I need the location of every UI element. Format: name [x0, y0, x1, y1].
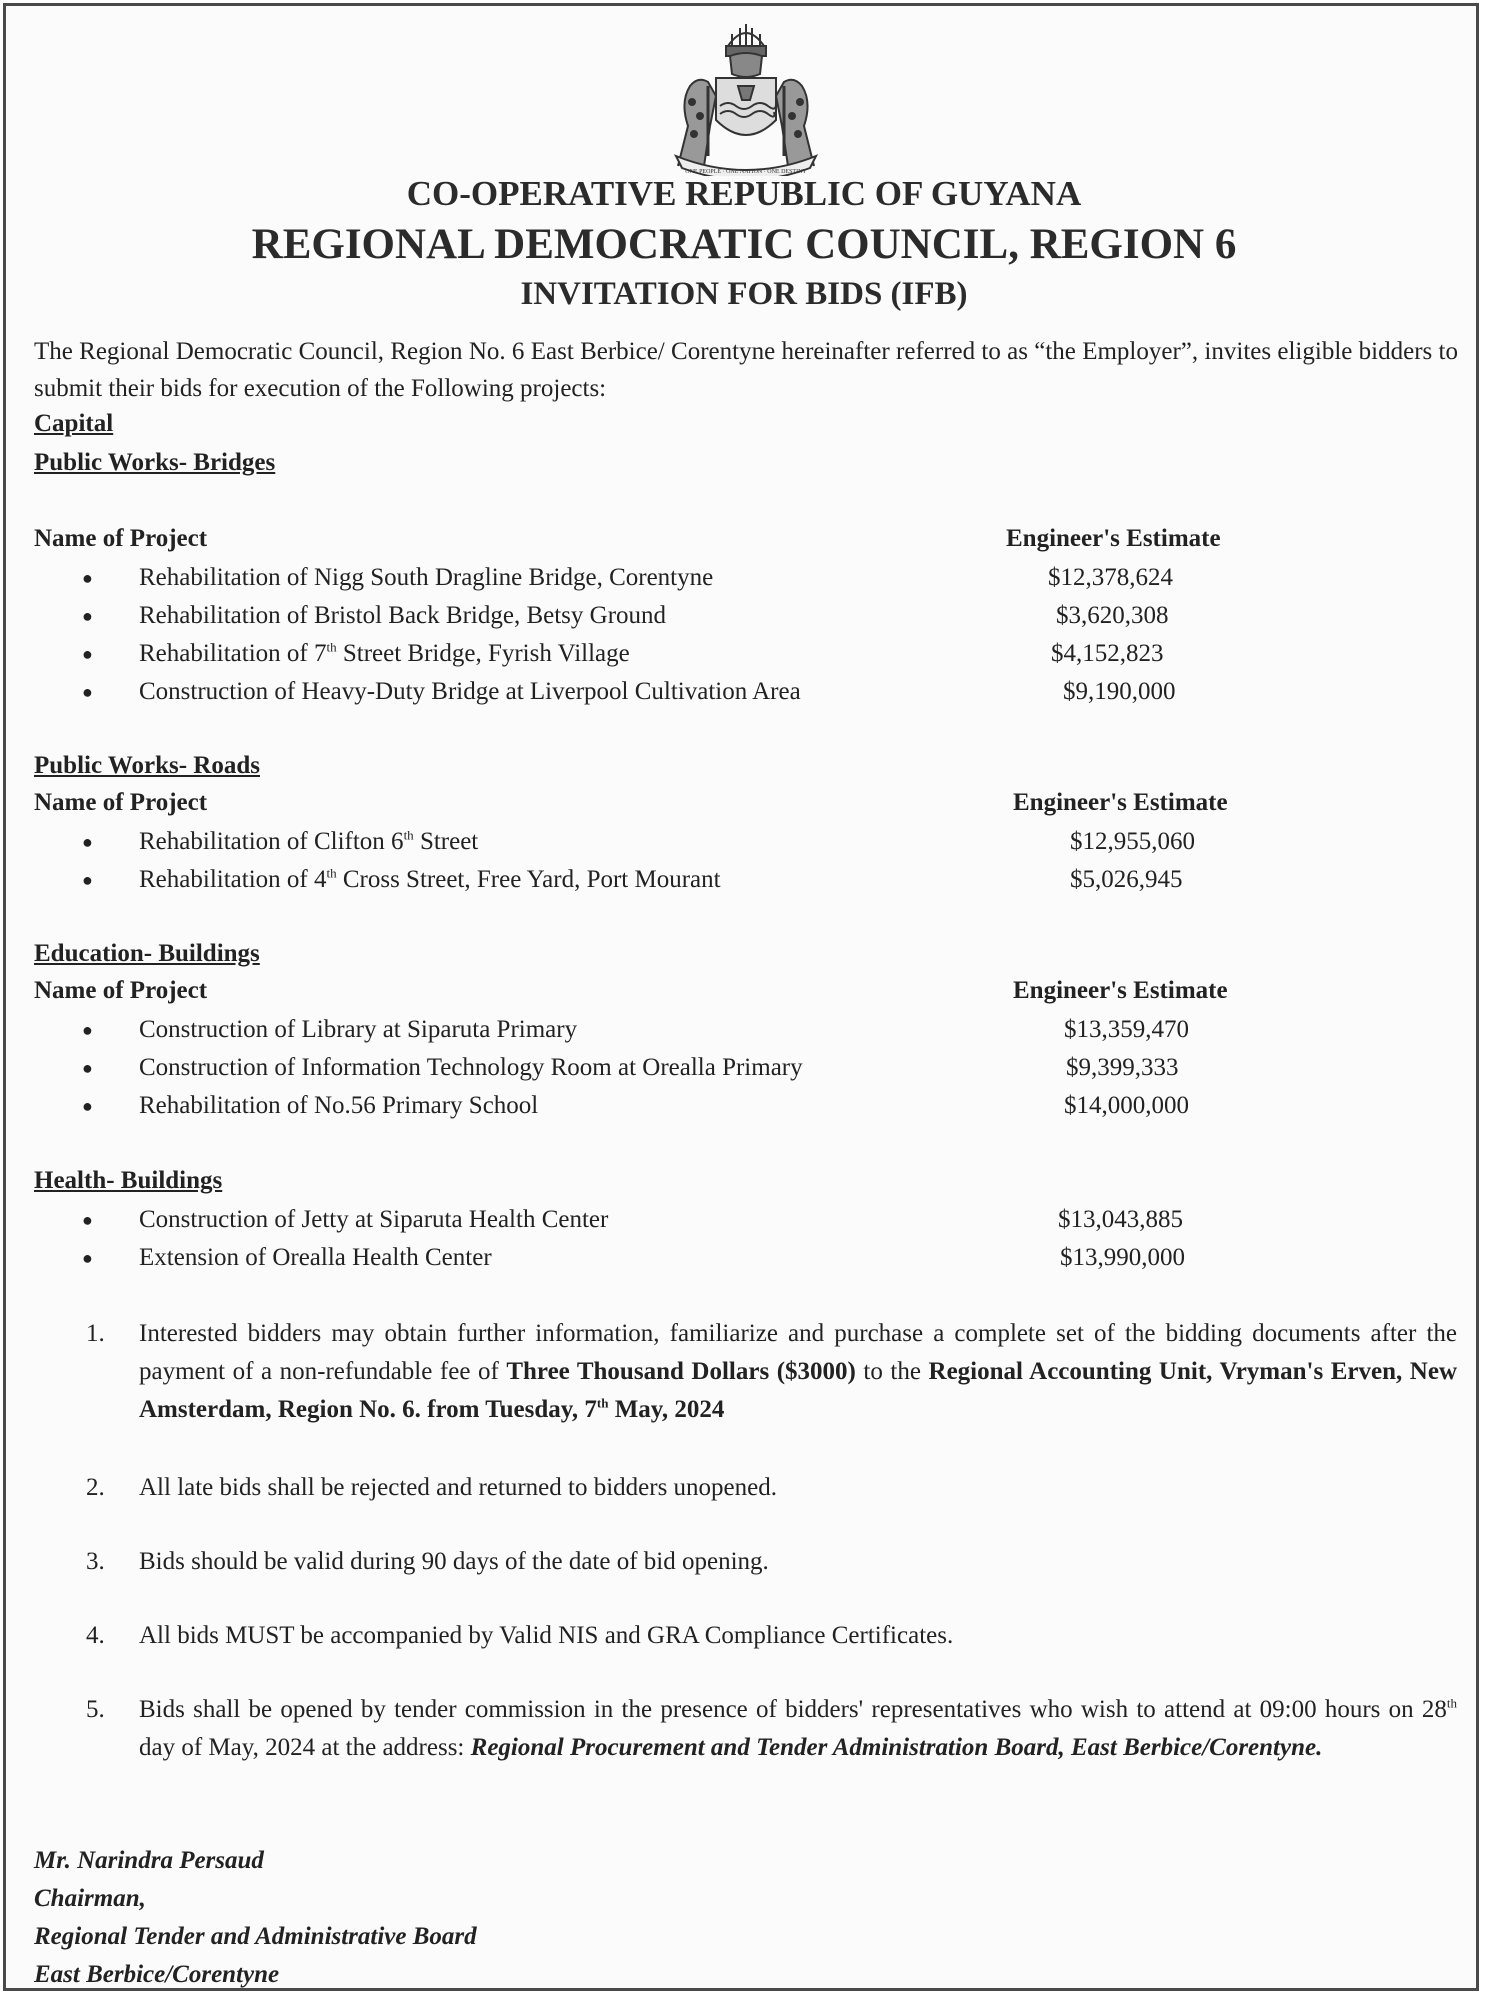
- project-name: Rehabilitation of Nigg South Dragline Bridge, Corentyne: [139, 564, 714, 591]
- project-estimate: $14,000,000: [1064, 1092, 1189, 1119]
- bullet-icon: ●: [82, 644, 93, 664]
- project-name: Construction of Library at Siparuta Primary: [139, 1016, 578, 1043]
- project-estimate: $12,955,060: [1070, 828, 1195, 855]
- project-name: Rehabilitation of Clifton 6th Street: [139, 827, 479, 855]
- bullet-icon: ●: [82, 1248, 93, 1268]
- list-item: [6, 1011, 1482, 1049]
- notice-title: INVITATION FOR BIDS (IFB): [520, 276, 968, 312]
- column-header-estimate: Engineer's Estimate: [1013, 977, 1228, 1004]
- list-item: [6, 1087, 1482, 1125]
- bullet-icon: ●: [82, 832, 93, 852]
- list-item: [6, 1201, 1482, 1239]
- list-item: [6, 635, 1482, 673]
- bullet-icon: ●: [82, 1096, 93, 1116]
- ifb-notice: ONE PEOPLE · ONE NATION · ONE DESTINY CO-OPERATIVE REPUBLIC OF GUYANA REGIONAL DEMOCRATIC COUNCIL, REGION 6 INVITATION FOR BIDS (IFB) The Regional Democratic Council, Region No. 6 East Berbice/ Corentyne hereinafter referred to as “the Employer”, invites eligible bidders to submit their bids for execution of the Following projects: Capital Public Works- Bridges Name of Project Engineer's Estimate ● Rehabilitation of Nigg South Dragline Bridge, Corentyne $12,378,624 ● Rehabilitation of Bristol Back Bridge, Betsy Ground $3,620,308 ● Rehabilitation of 7th Street Bridge, Fyrish Village $4,152,823 ● Construction of Heavy-Duty Bridge at Liverpool Cultivation Area $9,190,000 Public Works- Roads Name of Project Engineer's Estimate ● Rehabilitation of Clifton 6th Street $12,955,060 ● Rehabilitation of 4th Cross Street, Free Yard, Port Mourant $5,026,945 Education- Buildings Name of Project Engineer's Estimate ● Construction of Library at Siparuta Primary $13,359,470 ● Construction of Information Technology Room at Orealla Primary $9,399,333 ● Rehabilitation of No.56 Primary School $14,000,000 Health- Buildings ● Construction of Jetty at Siparuta Health Center $13,043,885 ● Extension of Orealla Health Center $13,990,000 1. Interested bidders may obtain further information, familiarize and purchase a complete set of the bidding documents after the payment of a non-refundable fee of Three Thousand Dollars ($3000) to the Regional Accounting Unit, Vryman's Erven, New Amsterdam, Region No. 6. from Tuesday, 7th May, 2024 2. All late bids shall be rejected and returned to bidders unopened. 3. Bids should be valid during 90 days of the date of bid opening. 4. All bids MUST be accompanied by Valid NIS and GRA Compliance Certificates. 5. Bids shall be opened by tender commission in the presence of bidders' representatives who wish to attend at 09:00 hours on 28th day of May, 2024 at the address: Regional Procurement and Tender Administration Board, East Berbice/Corentyne. Mr. Narindra Persaud Chairman, Regional Tender and Administrative Board East Berbice/Corentyne: [3, 3, 1479, 1991]
- project-estimate: $5,026,945: [1070, 866, 1183, 893]
- section-title-health: Health- Buildings: [34, 1167, 223, 1194]
- project-name: Rehabilitation of No.56 Primary School: [139, 1092, 539, 1119]
- section-title-roads: Public Works- Roads: [34, 752, 260, 779]
- project-estimate: $13,990,000: [1060, 1244, 1185, 1271]
- column-header-project: Name of Project: [34, 789, 208, 816]
- bullet-icon: ●: [82, 1210, 93, 1230]
- project-estimate: $13,043,885: [1058, 1206, 1183, 1233]
- project-name: Rehabilitation of 7th Street Bridge, Fyrish Village: [139, 639, 630, 667]
- list-item: [6, 559, 1482, 597]
- project-name: Construction of Heavy-Duty Bridge at Liverpool Cultivation Area: [139, 678, 801, 705]
- bullet-icon: ●: [82, 568, 93, 588]
- column-header-estimate: Engineer's Estimate: [1013, 789, 1228, 816]
- bullet-icon: ●: [82, 870, 93, 890]
- signatory-board: Regional Tender and Administrative Board: [34, 1923, 477, 1950]
- signatory-name: Mr. Narindra Persaud: [34, 1847, 264, 1874]
- section-title-education: Education- Buildings: [34, 940, 260, 967]
- list-item: [6, 1049, 1482, 1087]
- intro-paragraph: The Regional Democratic Council, Region No. 6 East Berbice/ Corentyne hereinafter referred to as “the Employer”, invites eligible bidders to submit their bids for execution of the Following projects:: [34, 338, 1458, 402]
- project-name: Construction of Jetty at Siparuta Health Center: [139, 1206, 609, 1233]
- project-name: Rehabilitation of 4th Cross Street, Free Yard, Port Mourant: [139, 865, 721, 893]
- list-item: [6, 861, 1482, 899]
- bullet-icon: ●: [82, 682, 93, 702]
- project-estimate: $3,620,308: [1056, 602, 1169, 629]
- section-title-bridges: Public Works- Bridges: [34, 449, 276, 476]
- project-estimate: $9,190,000: [1063, 678, 1176, 705]
- signatory-region: East Berbice/Corentyne: [34, 1961, 280, 1988]
- bullet-icon: ●: [82, 1020, 93, 1040]
- project-name: Rehabilitation of Bristol Back Bridge, Betsy Ground: [139, 602, 667, 629]
- column-header-project: Name of Project: [34, 525, 208, 552]
- project-name: Extension of Orealla Health Center: [139, 1244, 492, 1271]
- signatory-title: Chairman,: [34, 1885, 146, 1912]
- project-estimate: $12,378,624: [1048, 564, 1173, 591]
- crest-motto: ONE PEOPLE · ONE NATION · ONE DESTINY: [685, 169, 807, 175]
- project-estimate: $13,359,470: [1064, 1016, 1189, 1043]
- project-estimate: $4,152,823: [1051, 640, 1164, 667]
- country-title: CO-OPERATIVE REPUBLIC OF GUYANA: [406, 174, 1082, 213]
- column-header-project: Name of Project: [34, 977, 208, 1004]
- capital-label: Capital: [34, 410, 114, 437]
- list-item: [6, 823, 1482, 861]
- bullet-icon: ●: [82, 606, 93, 626]
- project-estimate: $9,399,333: [1066, 1054, 1179, 1081]
- bullet-icon: ●: [82, 1058, 93, 1078]
- project-name: Construction of Information Technology Room at Orealla Primary: [139, 1054, 803, 1081]
- coat-of-arms-emblem: [658, 16, 834, 176]
- list-item: [6, 597, 1482, 635]
- column-header-estimate: Engineer's Estimate: [1006, 525, 1221, 552]
- list-item: [6, 1239, 1482, 1277]
- list-item: [6, 673, 1482, 711]
- council-title: REGIONAL DEMOCRATIC COUNCIL, REGION 6: [251, 221, 1237, 268]
